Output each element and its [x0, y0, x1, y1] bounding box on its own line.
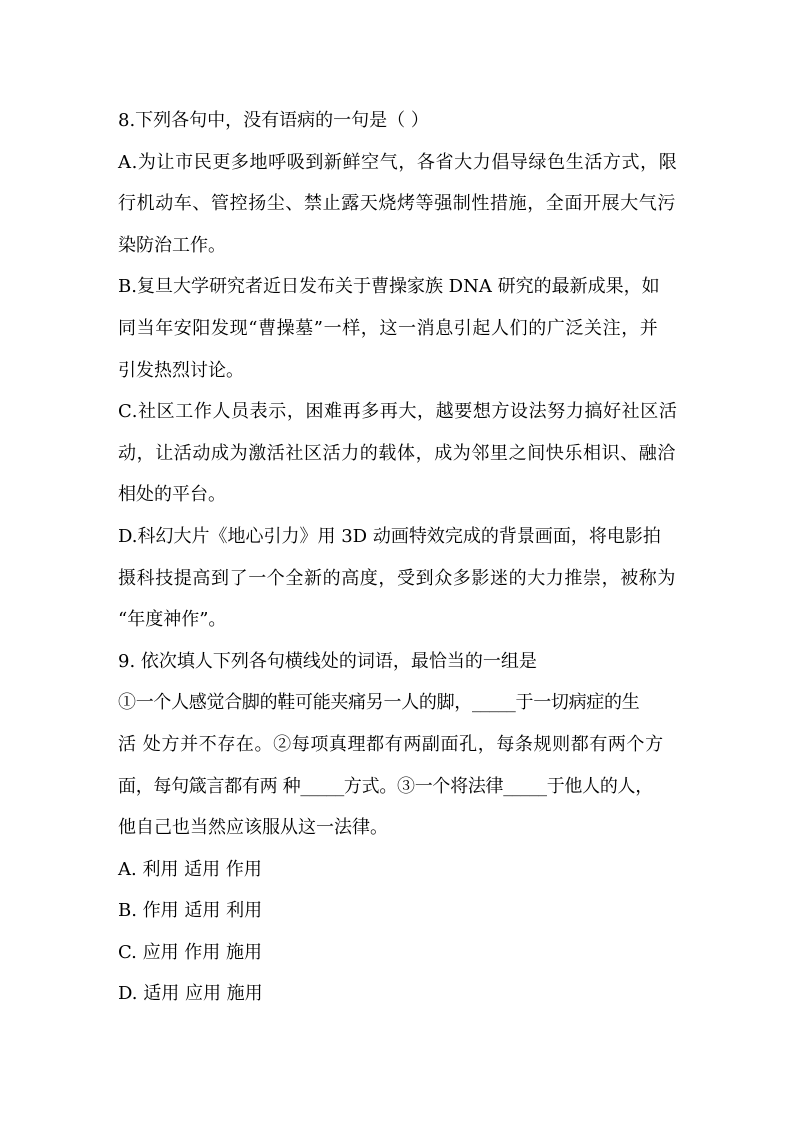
q9-passage-line-2: 活 处方并不存在。②每项真理都有两副面孔，每条规则都有两个方 — [118, 733, 664, 755]
q8-option-b — [118, 266, 676, 391]
q8-option-d — [118, 516, 676, 641]
q8-option-c-line-1: C.社区工作人员表示，困难再多再大，越要想方设法努力搞好社区活 — [118, 401, 678, 423]
q9-option-d: D. 适用 应用 施用 — [118, 983, 263, 1005]
q8-stem: 8.下列各句中，没有语病的一句是（ ） — [118, 110, 429, 131]
q8-option-c-line-2: 动，让活动成为激活社区活力的载体，成为邻里之间快乐相识、融洽 — [118, 442, 676, 464]
q9-option-c: C. 应用 作用 施用 — [118, 941, 263, 963]
q8-option-c-line-3: 相处的平台。 — [118, 484, 226, 506]
q9-options — [118, 849, 676, 1015]
q8-option-a-line-3: 染防治工作。 — [118, 234, 226, 256]
q9-passage-line-3: 面，每句箴言都有两 种_____方式。③一个将法律_____于他人的人， — [118, 775, 653, 797]
q9-option-a: A. 利用 适用 作用 — [118, 858, 262, 880]
q8-option-b-line-3: 引发热烈讨论。 — [118, 359, 244, 381]
q8-option-a-line-1: A.为让市民更多地呼吸到新鲜空气，各省大力倡导绿色生活方式，限 — [118, 151, 678, 173]
q8-option-d-line-3: “年度神作”。 — [118, 609, 227, 631]
q8-option-a-line-2: 行机动车、管控扬尘、禁止露天烧烤等强制性措施，全面开展大气污 — [118, 193, 676, 215]
q9-stem: 9. 依次填人下列各句横线处的词语，最恰当的一组是 — [118, 650, 537, 672]
q9-option-b: B. 作用 适用 利用 — [118, 900, 263, 922]
q8-option-d-line-2: 摄科技提高到了一个全新的高度，受到众多影迷的大力推崇，被称为 — [118, 567, 676, 589]
q8-option-b-line-1: B.复旦大学研究者近日发布关于曹操家族 DNA 研究的最新成果，如 — [118, 276, 660, 298]
q8-option-b-line-2: 同当年安阳发现“曹操墓”一样，这一消息引起人们的广泛关注，并 — [118, 317, 659, 339]
q9-passage-line-1: ①一个人感觉合脚的鞋可能夹痛另一人的脚，_____于一切病症的生 — [118, 692, 640, 714]
q8-option-a — [118, 142, 676, 267]
q9-passage — [118, 682, 676, 848]
q8-option-c — [118, 391, 676, 516]
q8-option-d-line-1: D.科幻大片《地心引力》用 3D 动画特效完成的背景画面，将电影拍 — [118, 525, 661, 547]
q9-passage-line-4: 他自己也当然应该服从这一法律。 — [118, 817, 388, 839]
